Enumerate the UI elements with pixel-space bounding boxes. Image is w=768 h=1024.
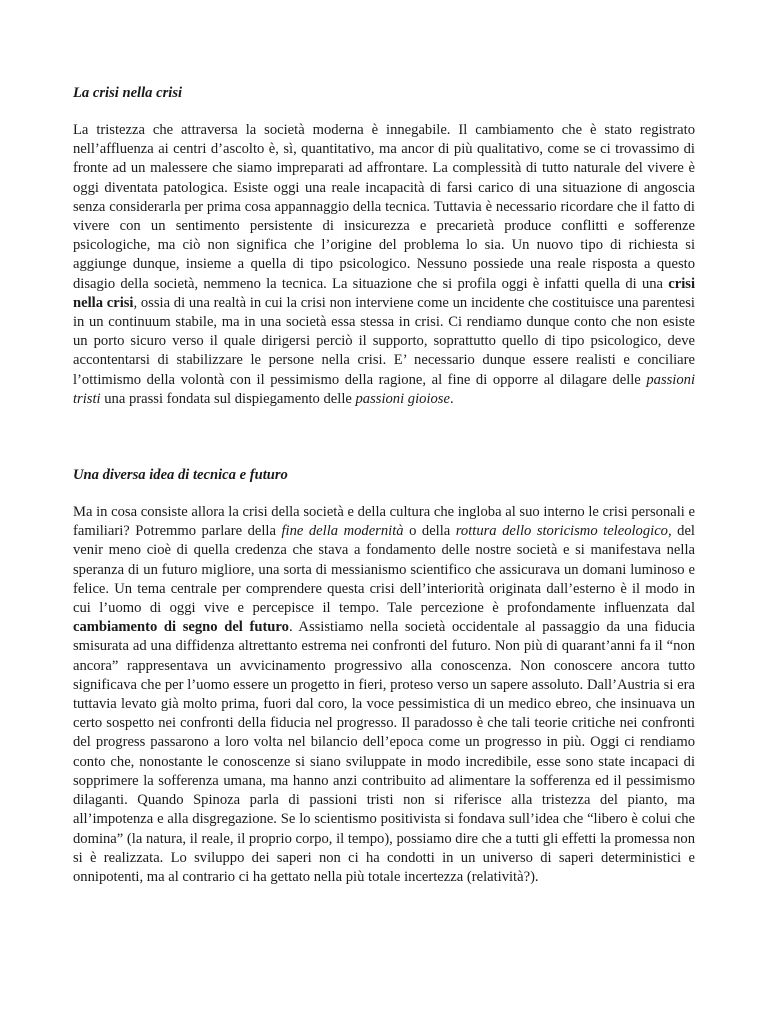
body-text: La tristezza che attraversa la società moderna è innegabile. Il cambiamento che è stato registrato nell’affluenza ai centri d’ascolto è, sì, quantitativo, ma ancor di più qualitativo, come se ci trovassimo di fronte ad un malessere che siamo impreparati ad affrontare. La complessità di tutto naturale del vivere è oggi diventata patologica. Esiste oggi una reale incapacità di farsi carico di una situazione di angoscia senza considerarla per prima cosa appannaggio della tecnica. Tuttavia è necessario ricordare che il fatto di vivere con un sentimento persistente di insicurezza e precarietà produce conflitti e sofferenze psicologiche, ma ciò non significa che l’origine del problema lo sia. Un nuovo tipo di richiesta si aggiunge dunque, insieme a quella di tipo psicologico. Nessuno possiede una reale risposta a questo disagio della società, nemmeno la tecnica. La situazione che si profila oggi è infatti quella di una	[73, 122, 695, 292]
paragraph	[73, 503, 695, 887]
body-text: Ma in cosa consiste allora la crisi della società e della cultura che ingloba al suo interno le crisi personali e familiari? Potremmo parlare della	[73, 504, 695, 540]
body-text: del venir meno cioè di quella credenza che stava a fondamento delle nostre società e si manifestava nella speranza di un futuro migliore, una sorta di messianismo scientifico che assicurava un domani luminoso e felice. Un tema centrale per comprendere questa crisi dell’interiorità originata dall’esterno è il modo in cui l’uomo di oggi vive e percepisce il tempo. Tale percezione è profondamente influenzata dal	[73, 523, 695, 617]
body-text: . Assistiamo nella società occidentale al passaggio da una fiducia smisurata ad una diffidenza altrettanto estrema nei confronti del futuro. Non più di quarant’anni fa il “non ancora” rappresentava un avvicinamento progressivo alla conoscenza. Non conoscere ancora tutto significava che per l’uomo essere un progetto in fieri, proteso verso un sapere assoluto. Dall’Austria si era tuttavia levato già molto prima, fuori dal coro, la voce pessimistica di un medico ebreo, che insinuava un certo sospetto nei confronti della fiducia nel progresso. Il paradosso è che tali teorie critiche nei confronti del progress passarono a loro volta nel bilancio dell’epoca come un progresso in più. Oggi ci rendiamo conto che, nonostante le conoscenze si siano sviluppate in modo incredibile, esse sono state incapaci di sopprimere la sofferenza umana, ma hanno anzi contribuito ad alimentare la sofferenza ed il pessimismo dilaganti. Quando Spinoza parla di passioni tristi non si riferisce alla tristezza del pianto, ma all’impotenza e alla disgregazione. Se lo scientismo positivista si fondava sull’idea che “libero è colui che domina” (la natura, il reale, il proprio corpo, il tempo), possiamo dire che a tutti gli effetti la promessa non si è realizzata. Lo sviluppo dei saperi non ci ha condotti in un universo di saperi deterministici e onnipotenti, ma al contrario ci ha gettato nella più totale incertezza (relatività?).	[73, 619, 695, 885]
italic-text: fine della modernità	[281, 523, 404, 540]
section-gap	[73, 409, 695, 466]
body-text: una prassi fondata sul dispiegamento delle	[100, 390, 356, 407]
italic-text: rottura dello storicismo teleologico,	[455, 523, 672, 540]
document-page	[73, 84, 695, 887]
italic-text: passioni tristi	[73, 371, 695, 407]
bold-text: cambiamento di segno del futuro	[73, 619, 289, 636]
italic-text: passioni gioiose	[355, 390, 450, 407]
paragraph	[73, 121, 695, 409]
section-title: Una diversa idea di tecnica e futuro	[73, 467, 288, 484]
body-text: .	[449, 390, 454, 407]
bold-text: crisi nella crisi	[73, 275, 695, 311]
body-text: , ossia di una realtà in cui la crisi non interviene come un incidente che costituisce una parentesi in un continuum stabile, ma in una società essa stessa in crisi. Ci rendiamo dunque conto che non esiste un porto sicuro verso il quale dirigersi perciò il supporto, soprattutto quello di tipo psicologico, deve accontentarsi di stabilizzare le persone nella crisi. E’ necessario dunque essere realisti e conciliare l’ottimismo della volontà con il pessimismo della ragione, al fine di opporre al dilagare delle	[73, 294, 695, 388]
body-text: o della	[403, 523, 456, 540]
section-title: La crisi nella crisi	[73, 85, 183, 101]
